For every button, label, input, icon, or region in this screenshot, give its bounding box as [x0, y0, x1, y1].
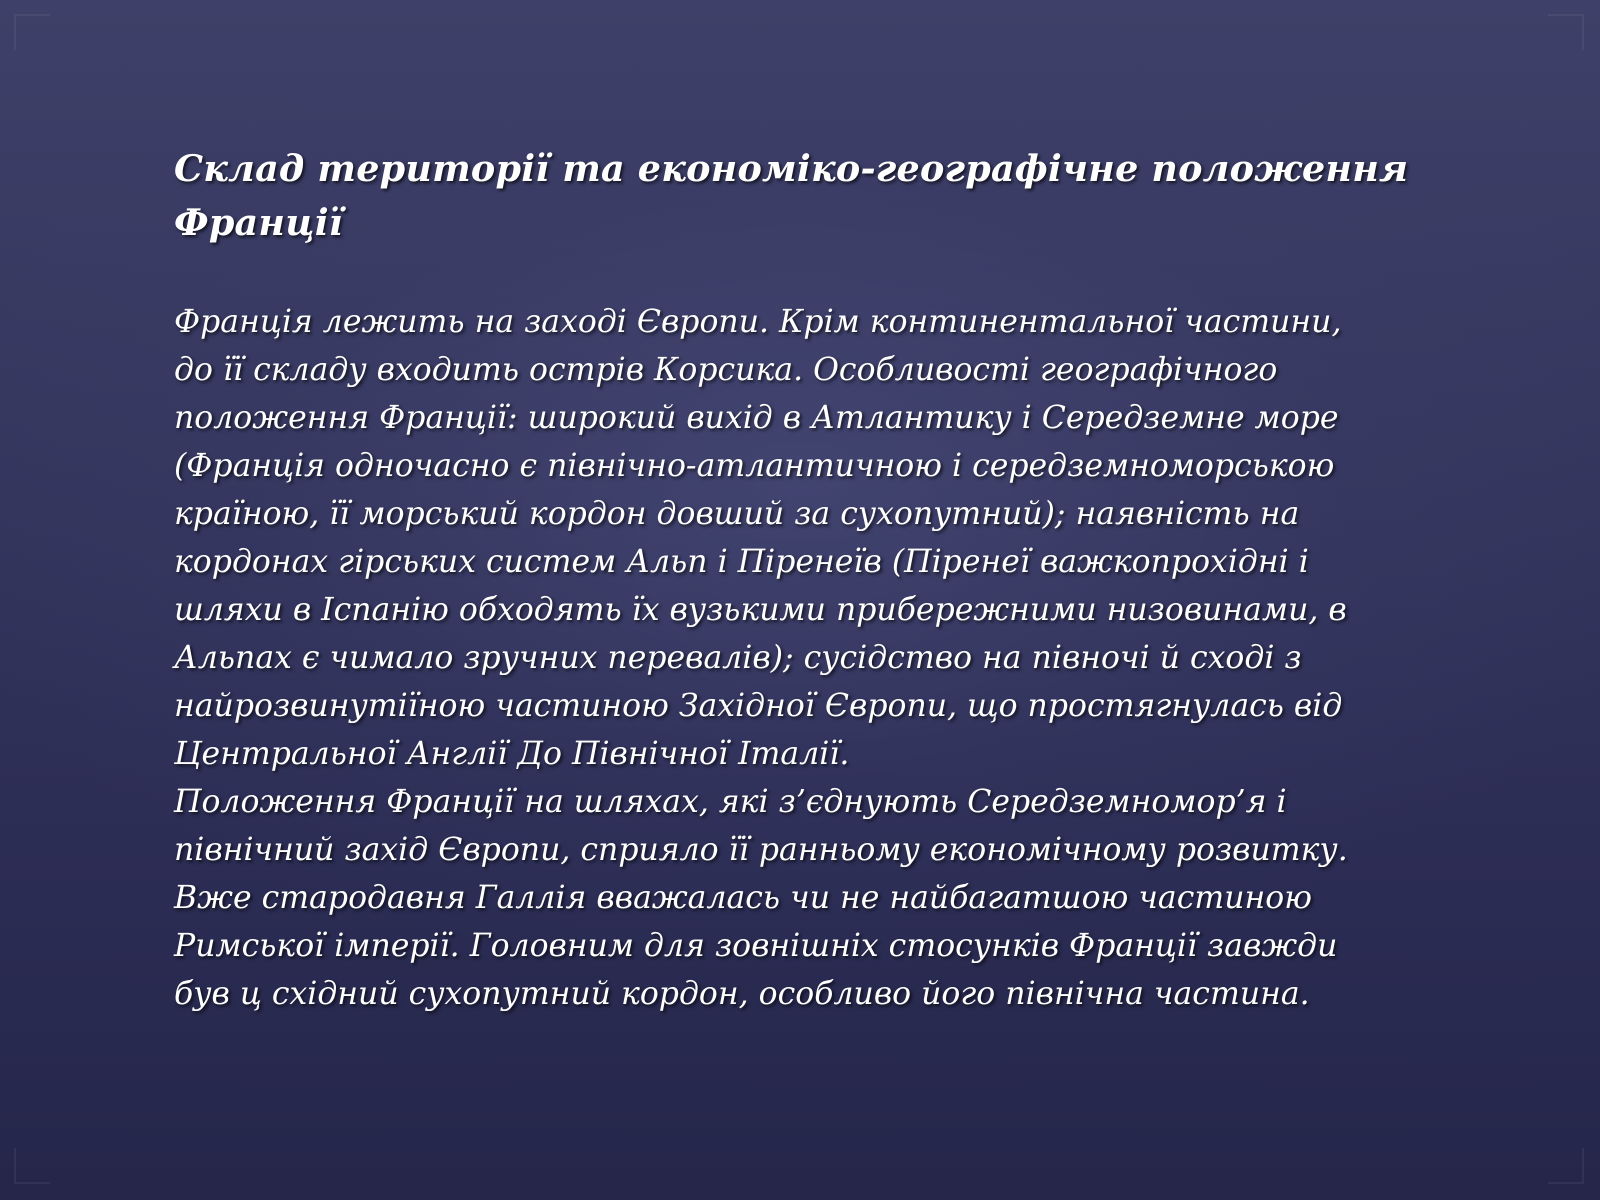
body-text — [174, 298, 1414, 1018]
frame-corner-bottom-left — [14, 1148, 50, 1184]
slide-title — [174, 142, 1414, 250]
frame-corner-bottom-right — [1548, 1148, 1584, 1184]
body-line: Вже стародавня Галлія вважалась чи не найбагатшою частиною — [174, 880, 1312, 916]
body-line: Франція лежить на заході Європи. Крім континентальної частини, — [174, 304, 1342, 340]
frame-corner-top-left — [14, 14, 50, 50]
title-body-spacer — [174, 250, 1414, 298]
body-line: північний захід Європи, сприяло її ранньому економічному розвитку. — [174, 832, 1348, 868]
slide-title-line-2: Франції — [174, 201, 343, 244]
body-line: шляхи в Іспанію обходять їх вузькими прибережними низовинами, в — [174, 592, 1347, 628]
body-line: Положення Франції на шляхах, які з’єднують Середземномор’я і — [174, 784, 1287, 820]
body-line: положення Франції: широкий вихід в Атлантику і Середземне море — [174, 400, 1339, 436]
body-line: Альпах є чимало зручних перевалів); сусідство на півночі й сході з — [174, 640, 1302, 676]
body-line: (Франція одночасно є північно-атлантичною і середземноморською — [174, 448, 1335, 484]
slide-title-line-1: Склад території та економіко-географічне положення — [174, 147, 1409, 190]
body-line: кордонах гірських систем Альп і Піренеїв (Піренеї важкопрохідні і — [174, 544, 1309, 580]
frame-corner-top-right — [1548, 14, 1584, 50]
body-line: Центральної Англії До Північної Італії. — [174, 736, 850, 772]
body-line: Римської імперії. Головним для зовнішніх стосунків Франції завжди — [174, 928, 1338, 964]
body-line: найрозвинутіїною частиною Західної Європи, що простягнулась від — [174, 688, 1343, 724]
body-line: до її складу входить острів Корсика. Особливості географічного — [174, 352, 1278, 388]
body-line: країною, її морський кордон довший за сухопутний); наявність на — [174, 496, 1300, 532]
slide-content — [174, 142, 1414, 1018]
body-line: був ц східний сухопутний кордон, особливо його північна частина. — [174, 976, 1310, 1012]
